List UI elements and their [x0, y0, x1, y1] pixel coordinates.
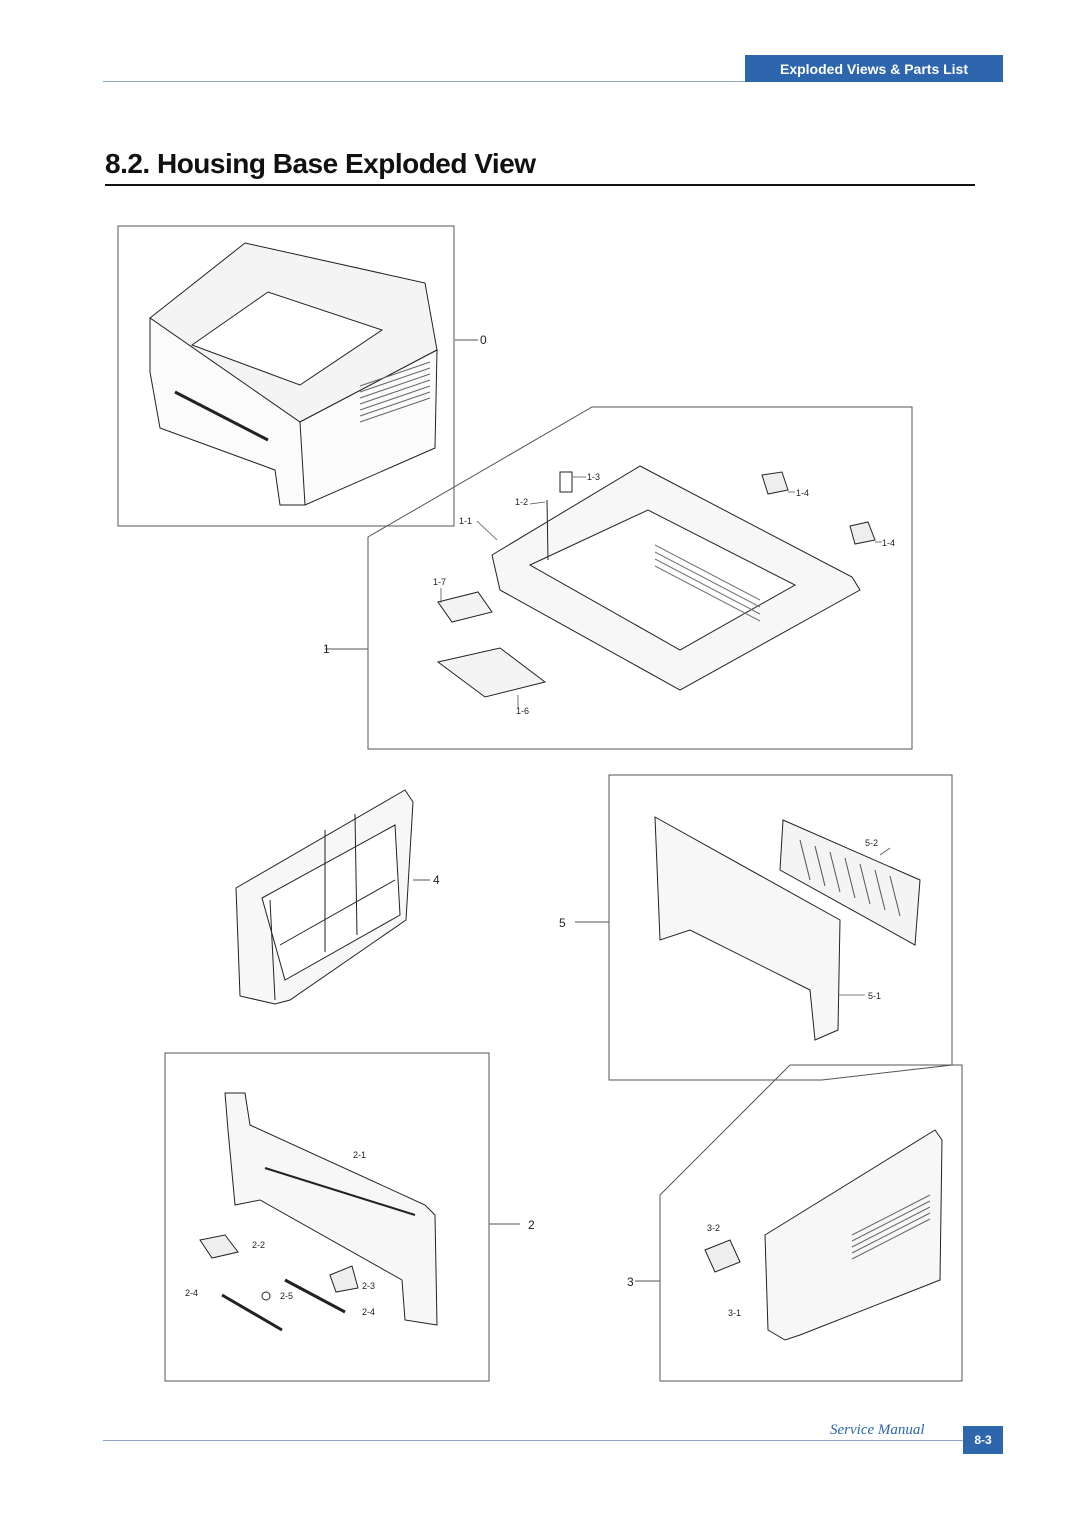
panel-0-assembled-housing — [118, 226, 478, 526]
section-tab: Exploded Views & Parts List — [745, 55, 1003, 82]
page-title: 8.2. Housing Base Exploded View — [105, 148, 536, 179]
callout-5-1: 5-1 — [868, 991, 882, 1001]
panel-1-base-frame — [325, 407, 912, 749]
callout-3-1: 3-1 — [728, 1308, 742, 1318]
callout-1-7: 1-7 — [433, 577, 447, 587]
page-number: 8-3 — [963, 1426, 1003, 1454]
callout-2-3: 2-3 — [362, 1281, 376, 1291]
panel-2-front-cover — [165, 1053, 520, 1381]
callout-1-4a: 1-4 — [796, 488, 810, 498]
footer-title: Service Manual — [830, 1422, 925, 1438]
panel-5-rear-guide — [575, 775, 952, 1080]
callout-1-3: 1-3 — [587, 472, 601, 482]
callout-1-1: 1-1 — [459, 516, 473, 526]
callout-2-4b: 2-4 — [362, 1307, 376, 1317]
callout-2-1: 2-1 — [353, 1150, 367, 1160]
footer-rule — [103, 1440, 1003, 1441]
callout-2-4a: 2-4 — [185, 1288, 199, 1298]
callout-1-6: 1-6 — [516, 706, 530, 716]
panel-4-rear-frame — [236, 790, 430, 1004]
callout-3: 3 — [627, 1275, 634, 1289]
callout-5: 5 — [559, 916, 566, 930]
callout-4: 4 — [433, 873, 440, 887]
callout-2-2: 2-2 — [252, 1240, 266, 1250]
callout-0: 0 — [480, 333, 487, 347]
callout-2-5: 2-5 — [280, 1291, 294, 1301]
panel-3-side-cover — [635, 1065, 962, 1381]
callout-3-2: 3-2 — [707, 1223, 721, 1233]
callout-2: 2 — [528, 1218, 535, 1232]
callout-1-4b: 1-4 — [882, 538, 896, 548]
callout-5-2: 5-2 — [865, 838, 879, 848]
callout-1: 1 — [323, 642, 330, 656]
callout-1-2: 1-2 — [515, 497, 529, 507]
